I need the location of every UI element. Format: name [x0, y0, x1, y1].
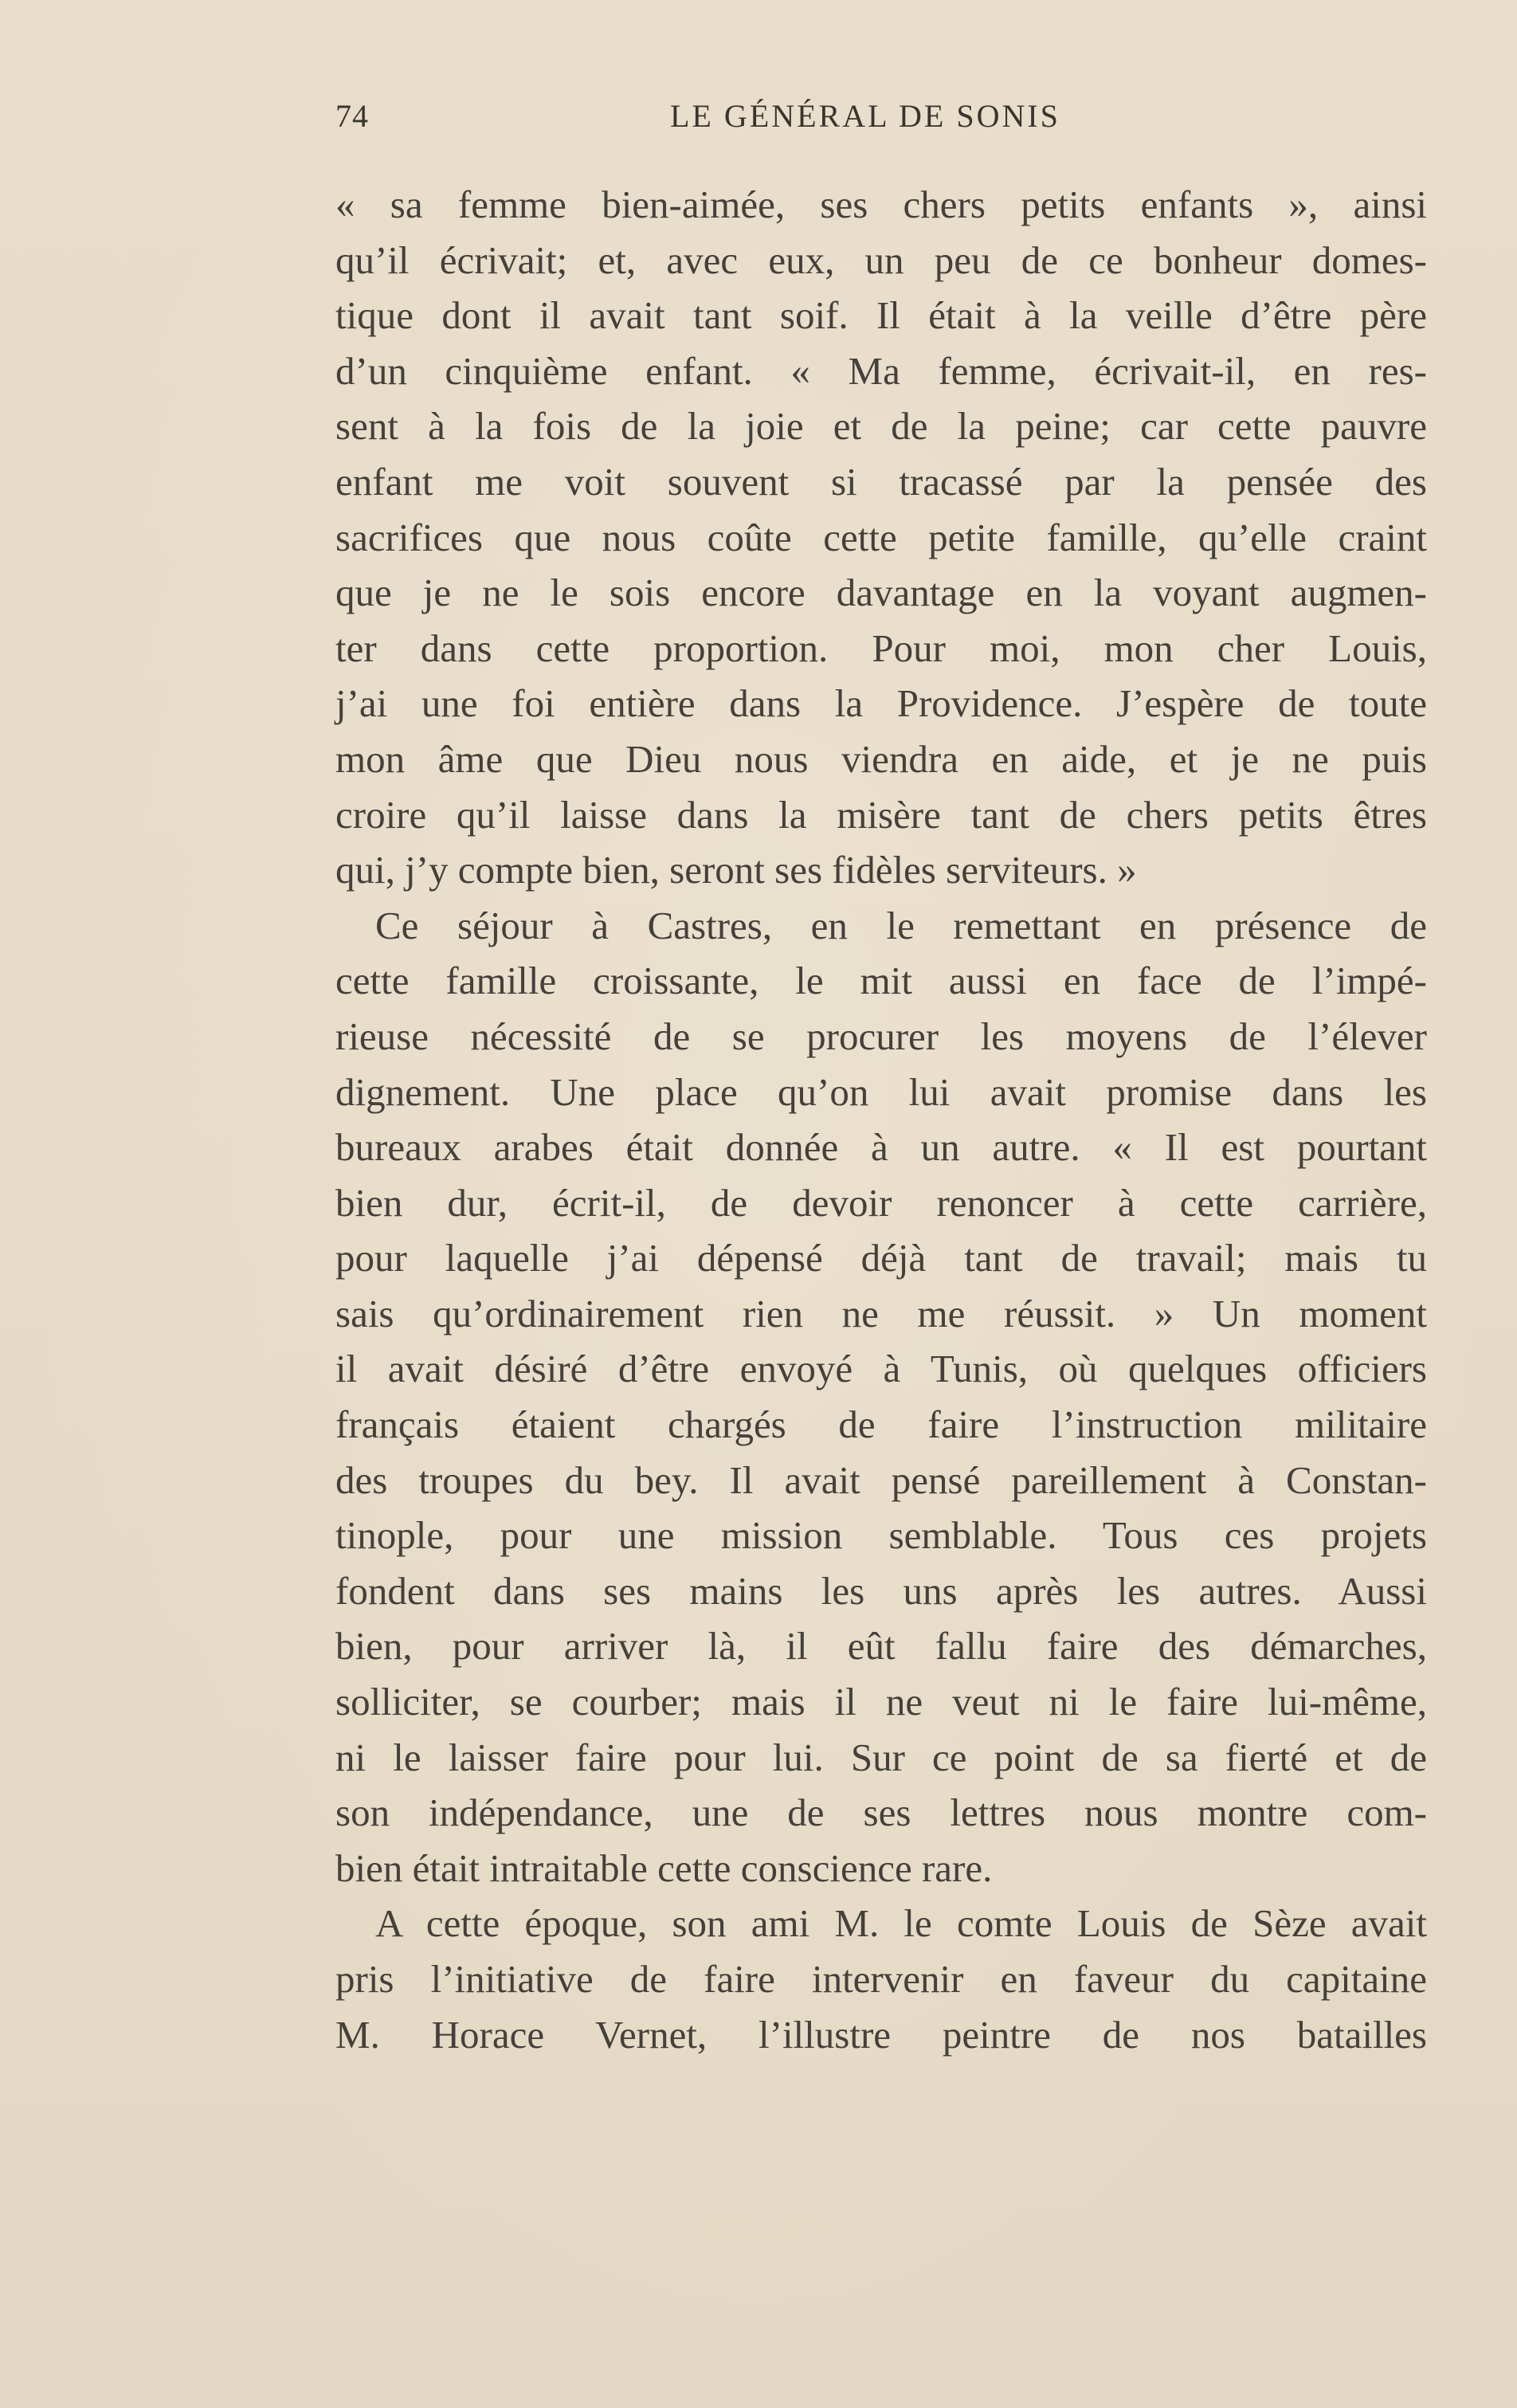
text-line: j’ai une foi entière dans la Providence. J’espère de toute [335, 681, 1427, 726]
text-line: bien, pour arriver là, il eût fallu faire des démarches, [335, 1624, 1427, 1669]
running-title: LE GÉNÉRAL DE SONIS [670, 98, 1060, 134]
paragraph [335, 898, 1427, 1896]
text-line: Ce séjour à Castres, en le remettant en présence de [375, 903, 1427, 947]
paragraph [335, 177, 1427, 898]
text-line: pour laquelle j’ai dépensé déjà tant de travail; mais tu [335, 1236, 1427, 1280]
text-line: ni le laisser faire pour lui. Sur ce point de sa fierté et de [335, 1735, 1427, 1779]
text-line: tique dont il avait tant soif. Il était à la veille d’être père [335, 293, 1427, 338]
text-line: il avait désiré d’être envoyé à Tunis, où quelques officiers [335, 1347, 1427, 1391]
text-line: enfant me voit souvent si tracassé par la pensée des [335, 459, 1427, 504]
text-line: solliciter, se courber; mais il ne veut ni le faire lui-même, [335, 1680, 1427, 1724]
text-line: cette famille croissante, le mit aussi en face de l’impé- [335, 959, 1427, 1003]
text-line: sais qu’ordinairement rien ne me réussit. » Un moment [335, 1291, 1427, 1335]
text-line: pris l’initiative de faire intervenir en faveur du capitaine [335, 1957, 1427, 2001]
text-line: fondent dans ses mains les uns après les autres. Aussi [335, 1568, 1427, 1613]
text-line: son indépendance, une de ses lettres nous montre com- [335, 1790, 1427, 1835]
running-head [335, 97, 1427, 153]
text-line: qui, j’y compte bien, seront ses fidèles serviteurs. » [335, 848, 1137, 892]
text-line: ter dans cette proportion. Pour moi, mon cher Louis, [335, 626, 1427, 670]
paragraph [335, 1896, 1427, 2062]
text-line: bureaux arabes était donnée à un autre. « Il est pourtant [335, 1125, 1427, 1170]
text-line: que je ne le sois encore davantage en la voyant augmen- [335, 571, 1427, 615]
text-line: d’un cinquième enfant. « Ma femme, écrivait-il, en res- [335, 348, 1427, 393]
text-line: sacrifices que nous coûte cette petite famille, qu’elle craint [335, 515, 1427, 559]
text-line: croire qu’il laisse dans la misère tant de chers petits êtres [335, 792, 1427, 837]
text-line: « sa femme bien-aimée, ses chers petits enfants », ainsi [335, 182, 1427, 226]
text-line: bien dur, écrit-il, de devoir renoncer à cette carrière, [335, 1180, 1427, 1225]
text-line: mon âme que Dieu nous viendra en aide, et je ne puis [335, 736, 1427, 781]
text-line: français étaient chargés de faire l’instruction militaire [335, 1402, 1427, 1447]
page-number: 74 [335, 98, 369, 134]
body-text [335, 177, 1427, 2062]
text-line: rieuse nécessité de se procurer les moyens de l’élever [335, 1014, 1427, 1058]
text-line: bien était intraitable cette conscience rare. [335, 1845, 993, 1890]
text-line: dignement. Une place qu’on lui avait promise dans les [335, 1069, 1427, 1114]
text-line: des troupes du bey. Il avait pensé pareillement à Constan- [335, 1457, 1427, 1502]
text-line: M. Horace Vernet, l’illustre peintre de nos batailles [335, 2012, 1427, 2057]
text-line: A cette époque, son ami M. le comte Louis de Sèze avait [375, 1901, 1427, 1946]
text-line: sent à la fois de la joie et de la peine; car cette pauvre [335, 404, 1427, 449]
text-line: qu’il écrivait; et, avec eux, un peu de ce bonheur domes- [335, 237, 1427, 282]
text-line: tinople, pour une mission semblable. Tous ces projets [335, 1513, 1427, 1558]
